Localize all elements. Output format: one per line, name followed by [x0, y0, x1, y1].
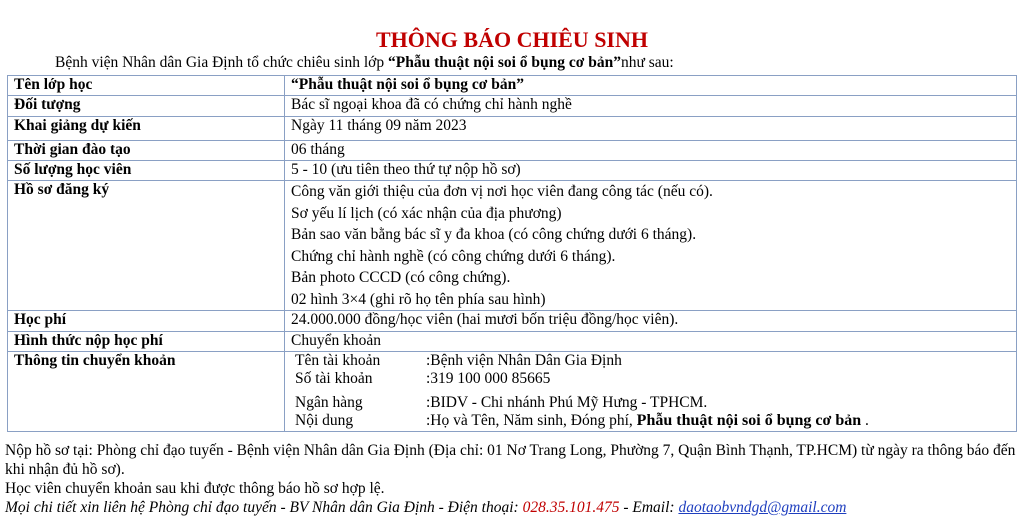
transfer-note: Học viên chuyển khoản sau khi được thông báo hồ sơ hợp lệ. — [5, 480, 385, 497]
row-label-start-date: Khai giảng dự kiến — [8, 117, 285, 141]
intro-suffix: như sau: — [620, 54, 674, 71]
intro-course-name: “Phẫu thuật nội soi ổ bụng cơ bản” — [388, 54, 621, 71]
table-row — [8, 117, 1017, 141]
contact-line — [5, 498, 1020, 517]
row-label-duration: Thời gian đào tạo — [8, 141, 285, 161]
transfer-content-end: . — [861, 412, 869, 429]
account-number-row — [291, 370, 1010, 388]
account-name-label: Tên tài khoản — [295, 352, 381, 369]
document-item: 02 hình 3×4 (ghi rõ họ tên phía sau hình) — [291, 290, 546, 308]
transfer-content-text: :Họ và Tên, Năm sinh, Đóng phí, — [426, 412, 637, 429]
table-row — [8, 352, 1017, 432]
row-value-capacity: 5 - 10 (ưu tiên theo thứ tự nộp hồ sơ) — [285, 161, 1017, 181]
row-label-payment-method: Hình thức nộp học phí — [8, 332, 285, 352]
account-number-label: Số tài khoản — [295, 370, 373, 387]
row-value-documents — [285, 181, 1017, 311]
account-name-value: :Bệnh viện Nhân Dân Gia Định — [426, 352, 622, 369]
row-value-payment-method: Chuyển khoản — [285, 332, 1017, 352]
row-label-capacity: Số lượng học viên — [8, 161, 285, 181]
document-item: Chứng chỉ hành nghề (có công chứng dưới 6 tháng). — [291, 247, 616, 265]
row-value-bank-info — [285, 352, 1017, 432]
row-label-fee: Học phí — [8, 311, 285, 332]
row-label-bank-info: Thông tin chuyển khoản — [8, 352, 285, 432]
contact-email-link[interactable]: daotaobvndgd@gmail.com — [678, 499, 847, 516]
account-number-value: :319 100 000 85665 — [426, 370, 551, 387]
transfer-content-row — [291, 412, 1010, 430]
table-row — [8, 161, 1017, 181]
bank-name-value: :BIDV - Chi nhánh Phú Mỹ Hưng - TPHCM. — [426, 394, 708, 411]
page-title: THÔNG BÁO CHIÊU SINH — [376, 27, 648, 52]
row-value-start-date: Ngày 11 tháng 09 năm 2023 — [285, 117, 1017, 141]
intro-prefix: Bệnh viện Nhân dân Gia Định tổ chức chiêu sinh lớp — [55, 54, 388, 71]
table-row — [8, 311, 1017, 332]
row-label-documents: Hồ sơ đăng ký — [8, 181, 285, 311]
row-value-fee: 24.000.000 đồng/học viên (hai mươi bốn triệu đồng/học viên). — [285, 311, 1017, 332]
document-item: Bản sao văn bằng bác sĩ y đa khoa (có công chứng dưới 6 tháng). — [291, 226, 697, 243]
table-row — [8, 76, 1017, 96]
transfer-content-course: Phẫu thuật nội soi ổ bụng cơ bản — [636, 412, 862, 429]
document-item: Sơ yếu lí lịch (có xác nhận của địa phương) — [291, 204, 562, 222]
course-info-table — [7, 75, 1017, 432]
transfer-content-label: Nội dung — [295, 412, 354, 429]
table-row — [8, 96, 1017, 117]
row-label-target: Đối tượng — [8, 96, 285, 117]
contact-prefix: Mọi chi tiết xin liên hệ Phòng chỉ đạo tuyến - BV Nhân dân Gia Định - Điện thoại: — [5, 499, 523, 516]
row-value-duration: 06 tháng — [285, 141, 1017, 161]
email-prefix: - Email: — [619, 499, 679, 516]
table-row — [8, 332, 1017, 352]
row-label-course-name: Tên lớp học — [8, 76, 285, 96]
bank-name-row — [291, 394, 1010, 412]
footer-notes — [5, 441, 1020, 517]
row-value-course-name: “Phẫu thuật nội soi ổ bụng cơ bản” — [285, 76, 1017, 96]
contact-phone: 028.35.101.475 — [522, 499, 620, 516]
bank-name-label: Ngân hàng — [295, 394, 363, 411]
table-row — [8, 141, 1017, 161]
transfer-content-value — [426, 412, 869, 430]
document-item: Công văn giới thiệu của đơn vị nơi học viên đang công tác (nếu có). — [291, 183, 713, 200]
table-row — [8, 181, 1017, 311]
intro-text — [55, 54, 674, 72]
row-value-target: Bác sĩ ngoại khoa đã có chứng chỉ hành nghề — [285, 96, 1017, 117]
submission-note: Nộp hồ sơ tại: Phòng chỉ đạo tuyến - Bệnh viện Nhân dân Gia Định (Địa chỉ: 01 Nơ Trang Long, Phường 7, Quận Bình Thạnh, TP.HCM) từ ngày ra thông báo đến khi nhận đủ hồ sơ). — [5, 442, 1016, 478]
document-item: Bản photo CCCD (có công chứng). — [291, 269, 511, 286]
account-name-row — [291, 352, 1010, 370]
